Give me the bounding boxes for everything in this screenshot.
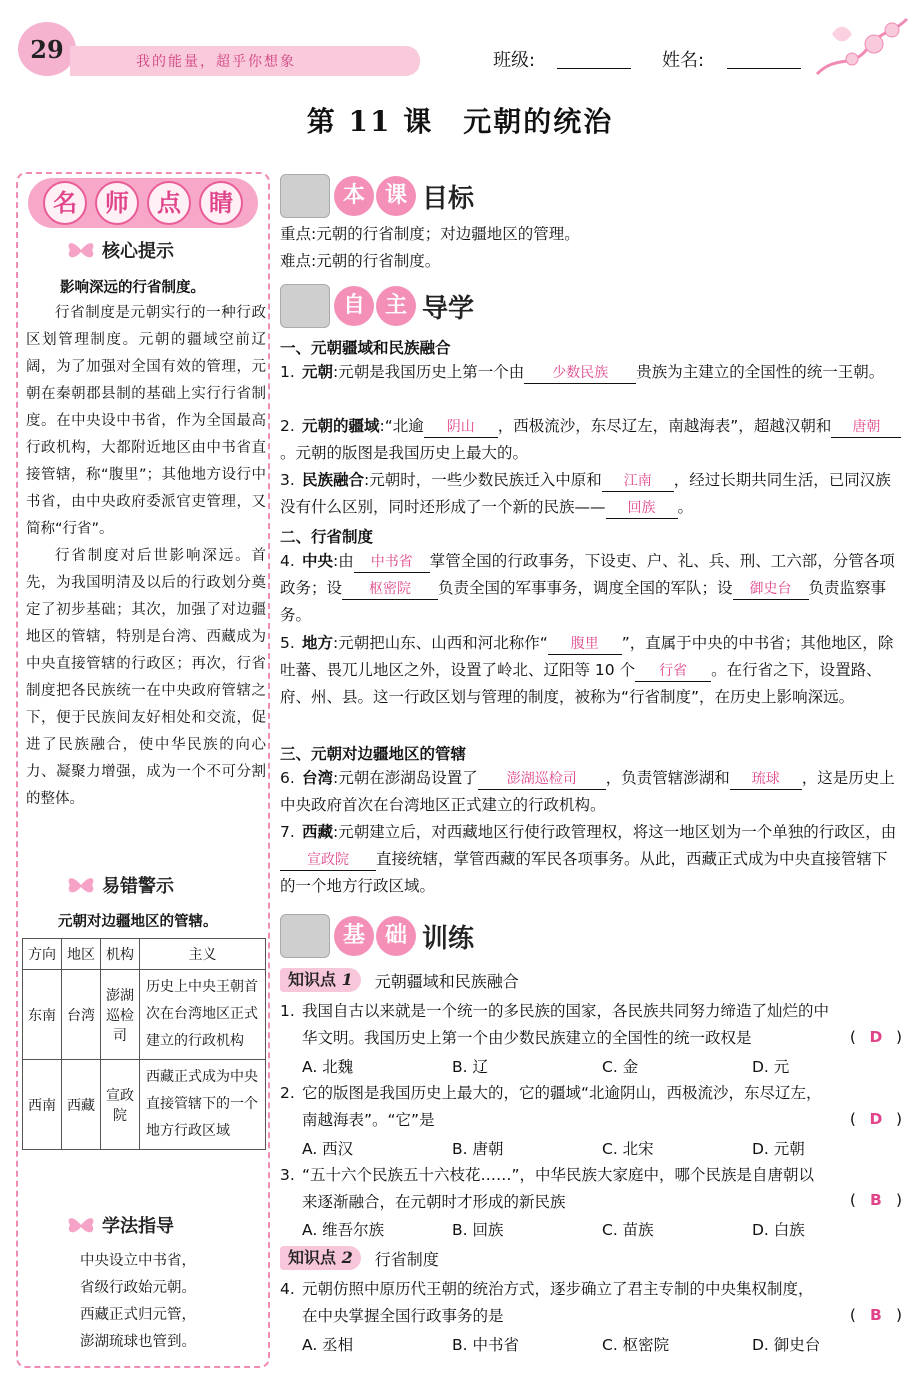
- option[interactable]: C. 枢密院: [602, 1336, 670, 1354]
- core-heading: [66, 237, 174, 263]
- guide-item-5: 5. 地方:元朝把山东、山西和河北称作“ 腹里 ”，直属于中央的中书省；其他地区，除吐蕃、畏兀儿地区之外，设置了岭北、辽阳等 10 个 行省 。在行省之下，设置路、府、州、县。这一行政区划与管理的制度，被称为“行省制度”，在历史上影响深远。: [280, 634, 894, 706]
- knowledge-tag: [280, 1246, 361, 1270]
- banner-word: 导学: [422, 293, 475, 324]
- section-heading: 三、元朝对边疆地区的管辖: [280, 745, 467, 763]
- guide-item-4: 4. 中央:由 中书省 掌管全国的行政事务，下设吏、户、礼、兵、刑、工六部，分管各项政务；设 枢密院 负责全国的军事事务，调度全国的军队；设 御史台 负责监察事务。: [280, 552, 895, 624]
- guide-item-6: 6. 台湾:元朝在澎湖岛设置了 澎湖巡检司 ，负责管辖澎湖和 琉球 ，这是历史上中央政府首次在台湾地区正式建立的行政机构。: [280, 769, 895, 814]
- class-field[interactable]: [557, 68, 631, 69]
- rhyme-line: 中央设立中书省，: [80, 1253, 196, 1269]
- option[interactable]: D. 元朝: [752, 1140, 805, 1158]
- training-banner: [280, 912, 474, 960]
- answer-choice: B: [870, 1191, 882, 1209]
- question-text: 来逐渐融合，在元朝时才形成的新民族: [302, 1193, 566, 1211]
- answer-choice: B: [870, 1306, 882, 1324]
- table-header-row: [23, 939, 266, 970]
- answer-blank[interactable]: 御史台: [733, 579, 809, 600]
- option[interactable]: C. 北宋: [602, 1140, 654, 1158]
- question-text: 它的版图是我国历史上最大的，它的疆域“北逾阴山，西极流沙，东尽辽左，: [302, 1084, 822, 1102]
- name-field[interactable]: [727, 68, 801, 69]
- flower-ornament-icon: [812, 14, 912, 80]
- options-1: [302, 1055, 902, 1077]
- slogan: 我的能量，超乎你想象: [136, 54, 296, 70]
- text: 。: [677, 498, 694, 516]
- cell-org: 宣政院: [101, 1060, 140, 1150]
- cell-direction: 西南: [23, 1060, 62, 1150]
- term: 台湾: [302, 769, 334, 787]
- text: :由: [333, 552, 354, 570]
- banner-pill: 课: [376, 176, 416, 216]
- answer-bracket[interactable]: ( B ): [849, 1191, 902, 1209]
- class-label: 班级:: [493, 50, 536, 71]
- option[interactable]: B. 辽: [452, 1058, 488, 1076]
- rhyme-line: 澎湖琉球也管到。: [80, 1334, 196, 1350]
- text: ，西极流沙，东尽辽左，南越海表”，超越汉朝和: [497, 417, 832, 435]
- key-point: 重点:元朝的行省制度；对边疆地区的管理。: [280, 225, 580, 243]
- guide-banner: [280, 282, 474, 330]
- table-row: [23, 1060, 266, 1150]
- page-number: 29: [18, 22, 76, 76]
- guide-item-3: 3. 民族融合:元朝时，一些少数民族迁入中原和 江南 ，经过长期共同生活，已同汉族没有什么区别，同时还形成了一个新的民族—— 回族 。: [280, 467, 902, 521]
- frontier-table: [22, 938, 266, 1150]
- text: ，经过长期共同生活，已同汉族没有什么区别，同时还形成了一个新的民族——: [280, 471, 891, 516]
- title-char: 师: [95, 181, 139, 225]
- question-text: 我国自古以来就是一个统一的多民族的国家，各民族共同努力缔造了灿烂的中: [302, 1002, 830, 1020]
- difficult-point: 难点:元朝的行省制度。: [280, 252, 441, 270]
- text: :元朝建立后，对西藏地区行使行政管理权，将这一地区划为一个单独的行政区，由: [333, 823, 897, 841]
- banner-pill: 础: [376, 916, 416, 956]
- options-3: [302, 1218, 902, 1240]
- term: 民族融合: [302, 471, 365, 489]
- text: :元朝时，一些少数民族迁入中原和: [364, 471, 602, 489]
- title-char: 名: [43, 181, 87, 225]
- answer-blank[interactable]: 行省: [635, 661, 711, 682]
- books-icon: [280, 284, 330, 328]
- answer-bracket[interactable]: ( D ): [849, 1028, 902, 1046]
- question-number: 2.: [280, 1084, 295, 1102]
- guide-item-7: 7. 西藏:元朝建立后，对西藏地区行使行政管理权，将这一地区划为一个单独的行政区，由宣政院 直接统辖，掌管西藏的军民各项事务。从此，西藏正式成为中央直接管辖下的一个地方行政区域。: [280, 823, 897, 895]
- term: 中央: [302, 552, 334, 570]
- knowledge-tag: [280, 968, 361, 992]
- tag-number: 1: [341, 970, 353, 989]
- text: :元朝在澎湖岛设置了: [333, 769, 478, 787]
- text: 掌管全国的行政事务，下设吏、户、礼、兵、刑、工六部，分管各项政务；设: [280, 552, 895, 597]
- option[interactable]: A. 北魏: [302, 1058, 354, 1076]
- cell-region: 西藏: [62, 1060, 101, 1150]
- guide-item-2: 2. 元朝的疆域:“北逾 阴山 ，西极流沙，东尽辽左，南越海表”，超越汉朝和 唐朝。元朝的版图是我国历史上最大的。: [280, 413, 902, 467]
- core-paragraph-1: 行省制度是元朝实行的一种行政区划管理制度。元朝的疆域空前辽阔，为了加强对全国有效的管理，元朝在秦朝郡县制的基础上实行行省制度。在中央设中书省，作为全国最高行政机构，大都附近地区由中书省直接管辖，称“腹里”；其他地方设行中书省，由中央政府委派官吏管理，又简称“行省”。: [26, 305, 266, 537]
- table-row: [23, 970, 266, 1060]
- question-text: 在中央掌握全国行政事务的是: [302, 1307, 504, 1325]
- method-rhyme: [80, 1248, 260, 1356]
- core-text: [26, 300, 266, 813]
- option[interactable]: B. 回族: [452, 1221, 504, 1239]
- question-text: 南越海表”。“它”是: [302, 1111, 435, 1129]
- knowledge-title: 元朝疆域和民族融合: [374, 971, 519, 991]
- question-number: 3.: [280, 1166, 295, 1184]
- banner-pill: 本: [334, 176, 374, 216]
- option[interactable]: D. 白族: [752, 1221, 805, 1239]
- section-heading: 二、行省制度: [280, 528, 374, 546]
- cell-meaning: 西藏正式成为中央直接管辖下的一个地方行政区域: [140, 1060, 266, 1150]
- text: ，负责管辖澎湖和: [605, 769, 730, 787]
- answer-choice: D: [869, 1110, 883, 1128]
- text: 负责全国的军事事务，调度全国的军队；设: [438, 579, 733, 597]
- question-4: [280, 1276, 902, 1330]
- lesson-title: 第 11 课 元朝的统治: [306, 105, 614, 138]
- section-heading: 一、元朝疆域和民族融合: [280, 339, 451, 357]
- answer-blank[interactable]: 琉球: [730, 769, 802, 790]
- core-heading-text: 核心提示: [102, 241, 174, 262]
- text: ，这是历史上中央政府首次在台湾地区正式建立的行政机构。: [280, 769, 895, 814]
- term: 元朝: [302, 363, 334, 381]
- question-1: [280, 998, 902, 1052]
- question-number: 4.: [280, 1280, 295, 1298]
- rhyme-line: 省级行政始元朝。: [80, 1280, 196, 1296]
- column-header: 机构: [101, 939, 140, 970]
- banner-pill: 基: [334, 916, 374, 956]
- butterfly-icon: [66, 1213, 96, 1237]
- method-heading-text: 学法指导: [102, 1216, 174, 1237]
- option[interactable]: D. 元: [752, 1058, 790, 1076]
- core-paragraph-2: 行省制度对后世影响深远。首先，为我国明清及以后的行政划分奠定了初步基础；其次，加强了对边疆地区的管辖，特别是台湾、西藏成为中央直接管辖的行政区；再次，行省制度把各民族统一在中央政府管辖之下，便于民族间友好相处和交流，促进了民族融合，使中华民族的向心力、凝聚力增强，成为一个不可分割的整体。: [26, 548, 266, 807]
- answer-bracket[interactable]: ( B ): [849, 1306, 902, 1324]
- question-number: 1.: [280, 1002, 295, 1020]
- question-text: “五十六个民族五十六枝花……”，中华民族大家庭中，哪个民族是自唐朝以: [302, 1166, 815, 1184]
- text: :元朝把山东、山西和河北称作“: [333, 634, 548, 652]
- options-4: [302, 1333, 902, 1355]
- cell-region: 台湾: [62, 970, 101, 1060]
- answer-blank[interactable]: 澎湖巡检司: [478, 769, 606, 790]
- option[interactable]: D. 御史台: [752, 1336, 821, 1354]
- tag-text: 知识点: [288, 970, 337, 989]
- butterfly-icon: [66, 873, 96, 897]
- question-2: [280, 1080, 902, 1134]
- method-heading: [66, 1212, 174, 1238]
- answer-blank[interactable]: 宣政院: [280, 850, 376, 871]
- teacher-notes-title: [28, 178, 258, 228]
- banner-word: 训练: [422, 923, 475, 954]
- palette-icon: [280, 914, 330, 958]
- tag-number: 2: [341, 1248, 353, 1267]
- question-text: 元朝仿照中原历代王朝的统治方式，逐步确立了君主专制的中央集权制度，: [302, 1280, 814, 1298]
- question-text: 华文明。我国历史上第一个由少数民族建立的全国性的统一政权是: [302, 1029, 752, 1047]
- text: 贵族为主建立的全国性的统一王朝。: [636, 363, 885, 381]
- title-char: 睛: [199, 181, 243, 225]
- error-heading-text: 易错警示: [102, 876, 174, 897]
- term: 元朝的疆域: [302, 417, 380, 435]
- text: 直接统辖，掌管西藏的军民各项事务。从此，西藏正式成为中央直接管辖下的一个地方行政区域。: [280, 850, 888, 895]
- column-header: 主义: [140, 939, 266, 970]
- cell-meaning: 历史上中央王朝首次在台湾地区正式建立的行政机构: [140, 970, 266, 1060]
- text: 。在行省之下，设置路、府、州、县。这一行政区划与管理的制度，被称为“行省制度”，在历史上影响深远。: [280, 661, 882, 706]
- title-char: 点: [147, 181, 191, 225]
- tag-text: 知识点: [288, 1248, 337, 1267]
- knowledge-point-2: [280, 1246, 439, 1270]
- answer-blank[interactable]: 少数民族: [524, 363, 636, 384]
- text: ”，直属于中央的中书省；其他地区，除吐蕃、畏兀儿地区之外，设置了岭北、辽阳等 10 个: [280, 634, 894, 679]
- rhyme-line: 西藏正式归元管，: [80, 1307, 196, 1323]
- answer-blank[interactable]: 中书省: [354, 552, 430, 573]
- question-3: [280, 1162, 902, 1216]
- knowledge-point-1: [280, 968, 519, 992]
- core-topic: 影响深远的行省制度。: [60, 280, 205, 296]
- text: :“北逾: [379, 417, 424, 435]
- presentation-board-icon: [280, 174, 330, 218]
- guide-item-1: 1. 元朝:元朝是我国历史上第一个由 少数民族 贵族为主建立的全国性的统一王朝。: [280, 359, 902, 386]
- option[interactable]: B. 唐朝: [452, 1140, 504, 1158]
- answer-blank[interactable]: 回族: [606, 498, 678, 519]
- answer-bracket[interactable]: ( D ): [849, 1110, 902, 1128]
- option[interactable]: C. 金: [602, 1058, 639, 1076]
- option[interactable]: C. 苗族: [602, 1221, 654, 1239]
- error-heading: [66, 872, 174, 898]
- error-topic: 元朝对边疆地区的管辖。: [58, 914, 218, 930]
- option[interactable]: A. 丞相: [302, 1336, 354, 1354]
- cell-org: 澎湖巡检司: [101, 970, 140, 1060]
- text: 负责监察事务。: [280, 579, 887, 624]
- answer-blank[interactable]: 枢密院: [342, 579, 438, 600]
- name-label: 姓名:: [662, 50, 705, 71]
- knowledge-title: 行省制度: [374, 1249, 439, 1269]
- term: 西藏: [302, 823, 334, 841]
- answer-blank[interactable]: 江南: [602, 471, 674, 492]
- answer-blank[interactable]: 阴山: [424, 417, 498, 438]
- answer-choice: D: [869, 1028, 883, 1046]
- text: :元朝是我国历史上第一个由: [333, 363, 525, 381]
- banner-pill: 主: [376, 286, 416, 326]
- option[interactable]: A. 西汉: [302, 1140, 354, 1158]
- option[interactable]: A. 维吾尔族: [302, 1221, 385, 1239]
- banner-word: 目标: [422, 183, 475, 214]
- column-header: 地区: [62, 939, 101, 970]
- answer-blank[interactable]: 唐朝: [831, 417, 901, 438]
- column-header: 方向: [23, 939, 62, 970]
- goals-banner: [280, 172, 474, 220]
- option[interactable]: B. 中书省: [452, 1336, 519, 1354]
- answer-blank[interactable]: 腹里: [548, 634, 622, 655]
- options-2: [302, 1137, 902, 1159]
- cell-direction: 东南: [23, 970, 62, 1060]
- text: 。元朝的版图是我国历史上最大的。: [280, 444, 529, 462]
- term: 地方: [302, 634, 334, 652]
- banner-pill: 自: [334, 286, 374, 326]
- butterfly-icon: [66, 238, 96, 262]
